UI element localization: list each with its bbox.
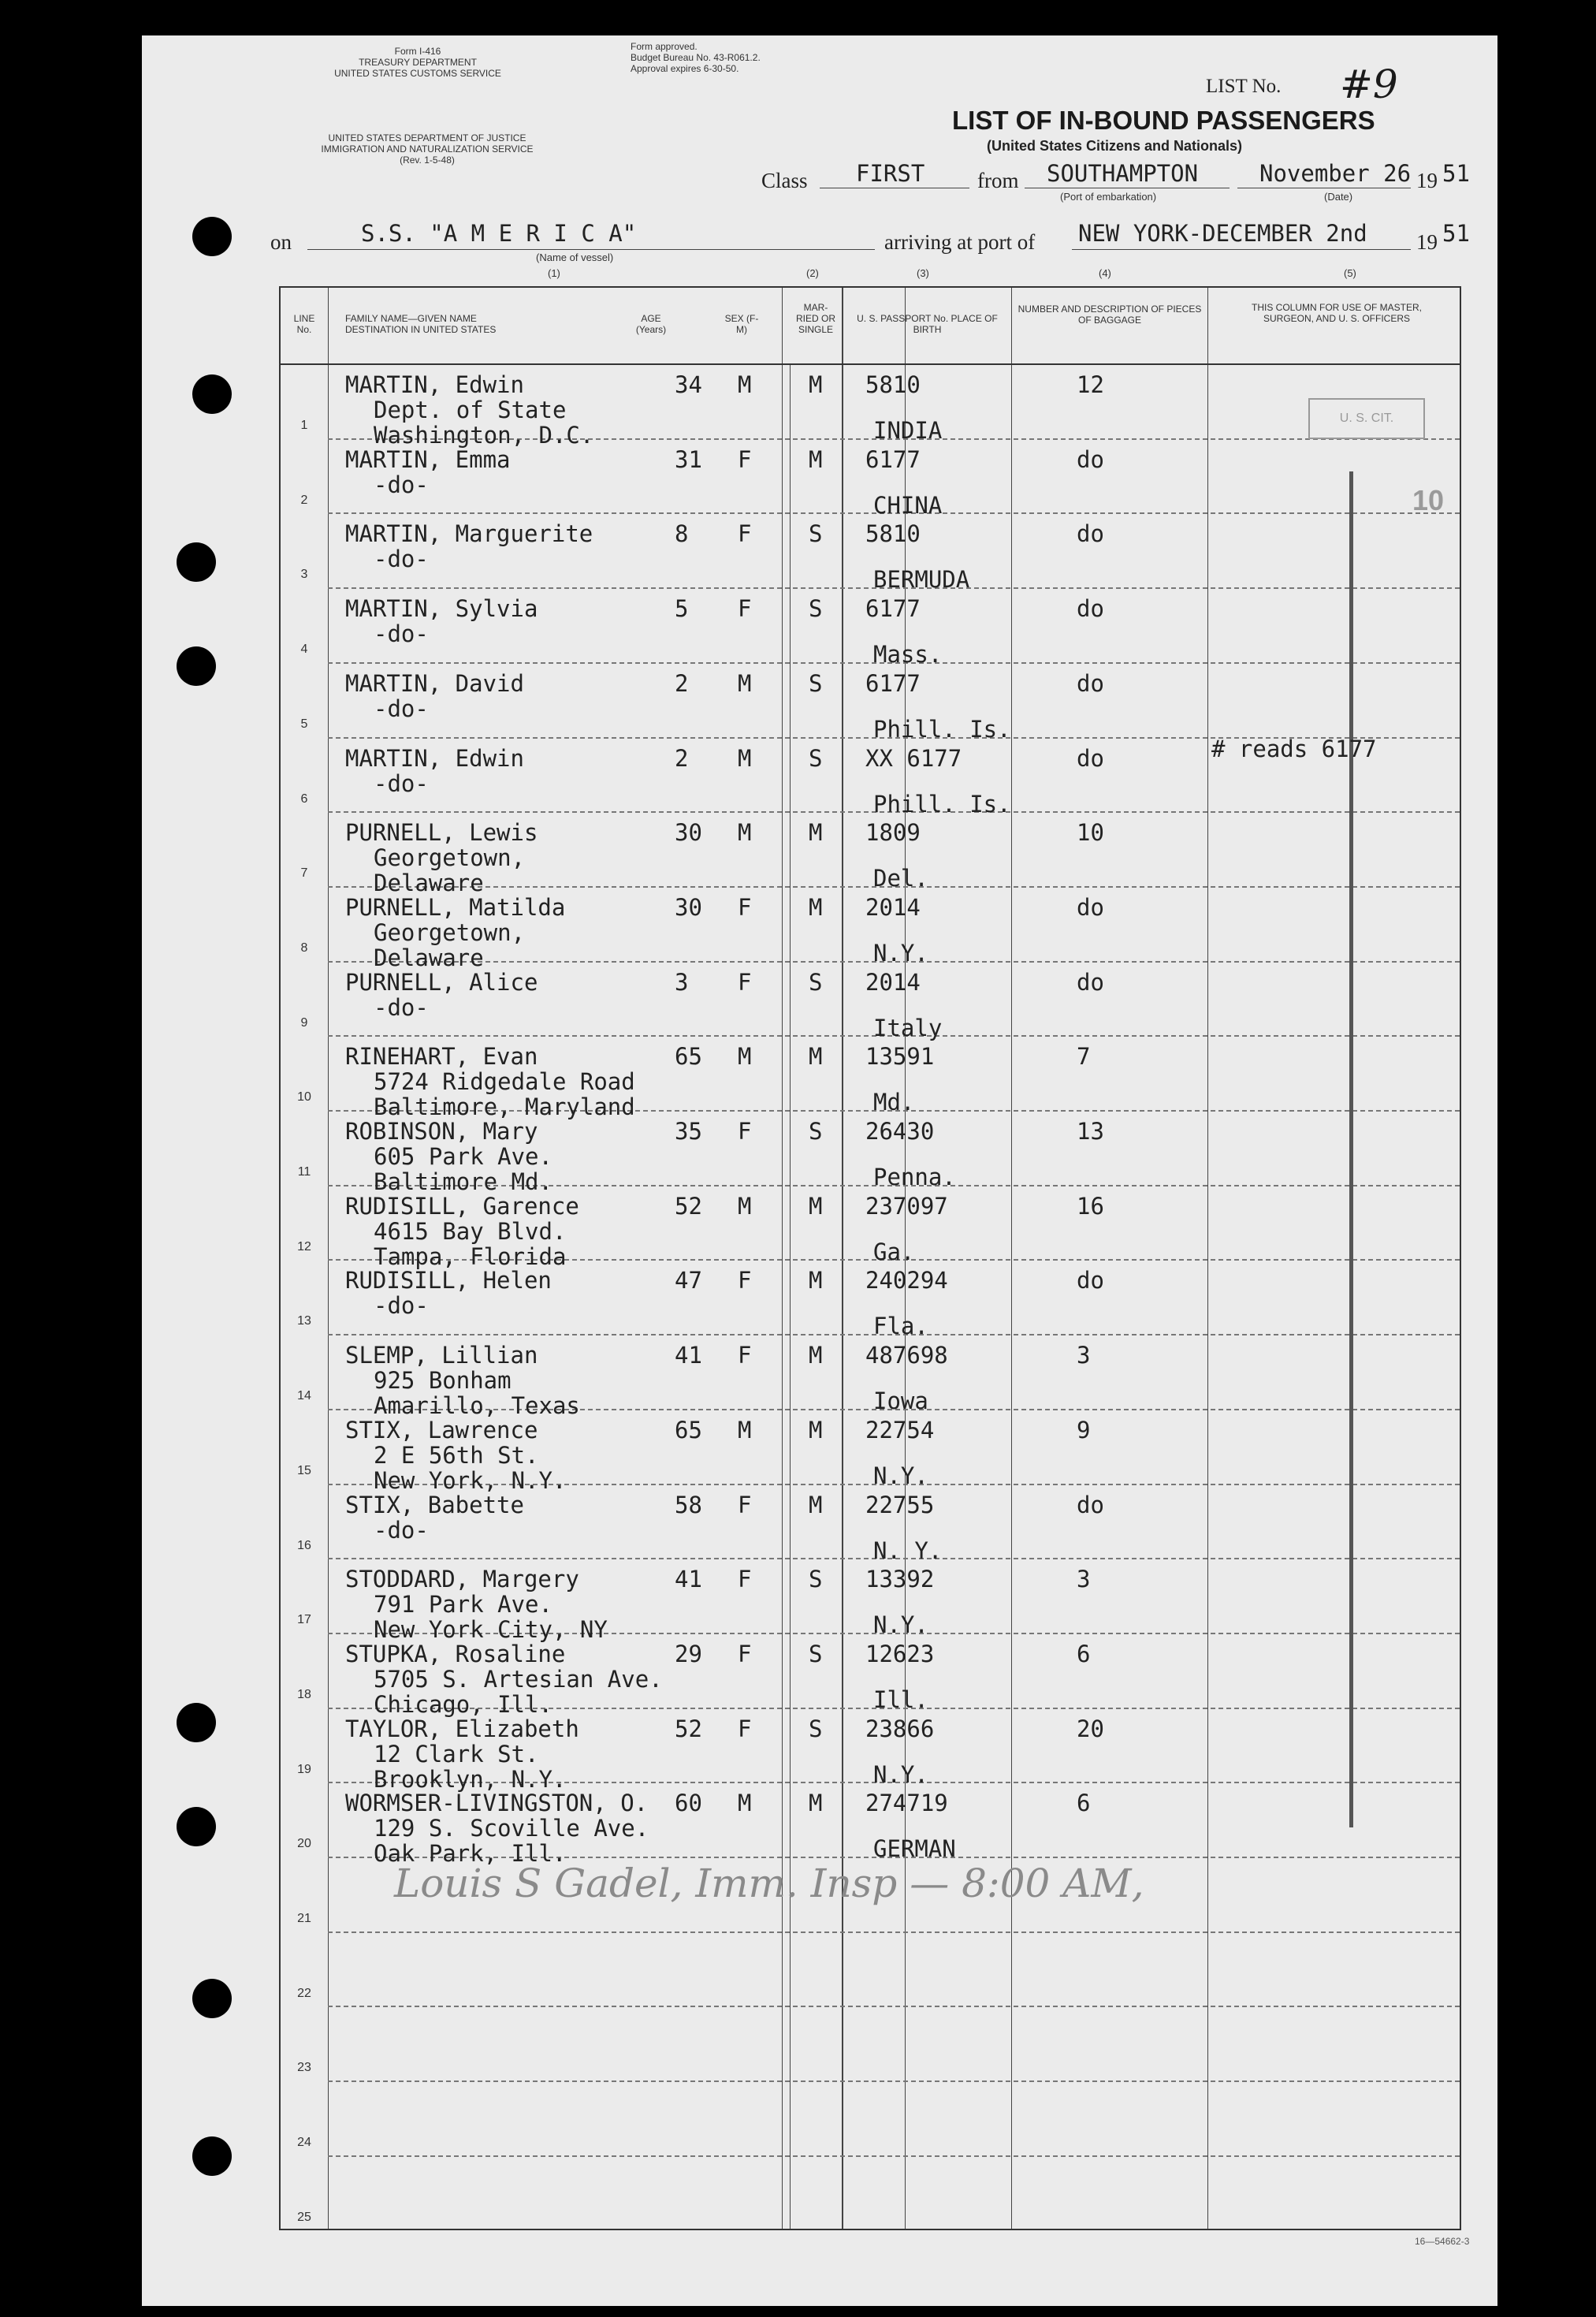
- birthplace: N.Y.: [873, 1611, 928, 1639]
- col-head-passport: U. S. PASSPORT No. PLACE OF BIRTH: [857, 313, 998, 335]
- passport-number: 6177: [865, 595, 921, 623]
- line-number: 2: [300, 493, 308, 507]
- passport-number: 13591: [865, 1043, 935, 1071]
- department-name: TREASURY DEPARTMENT: [359, 57, 477, 68]
- sex-value: M: [738, 1192, 752, 1220]
- inspector-signature: Louis S Gadel, Imm. Insp — 8:00 AM,: [394, 1861, 1144, 1906]
- line-number: 19: [297, 1762, 311, 1776]
- sex-value: M: [738, 1790, 752, 1817]
- birthplace: Penna.: [873, 1164, 956, 1190]
- year-value: 51: [1442, 160, 1470, 187]
- arrival-year-value: 51: [1442, 220, 1470, 247]
- age-value: 30: [675, 819, 702, 847]
- column-divider: [790, 363, 791, 2229]
- destination-line: 12 Clark St.: [374, 1740, 539, 1768]
- birthplace: Fla.: [873, 1313, 928, 1340]
- marital-status: M: [809, 1416, 823, 1443]
- verification-line: [1349, 471, 1353, 1827]
- approval-line: Approval expires 6-30-50.: [631, 63, 739, 74]
- sex-value: F: [738, 1566, 752, 1593]
- sex-value: F: [738, 1118, 752, 1145]
- baggage-count: do: [1077, 669, 1104, 697]
- age-value: 60: [675, 1790, 702, 1817]
- col-head-baggage: NUMBER AND DESCRIPTION OF PIECES OF BAGGAGE: [1017, 304, 1202, 326]
- col-number: (2): [806, 267, 819, 279]
- line-number: 15: [297, 1463, 311, 1477]
- col-number: (5): [1344, 267, 1356, 279]
- on-label: on: [270, 230, 292, 254]
- embarkation-port: SOUTHAMPTON: [1047, 160, 1199, 187]
- destination-line: -do-: [374, 769, 429, 797]
- destination-line: 2 E 56th St.: [374, 1441, 539, 1469]
- birthplace: GERMAN: [873, 1835, 956, 1863]
- destination-line: 925 Bonham: [374, 1367, 512, 1395]
- line-number: 12: [297, 1239, 311, 1253]
- sex-value: M: [738, 1043, 752, 1071]
- col-number: (3): [917, 267, 929, 279]
- destination-line: -do-: [374, 1292, 429, 1320]
- passport-number: 2014: [865, 893, 921, 921]
- line-number: 21: [297, 1912, 311, 1925]
- sex-value: F: [738, 1715, 752, 1742]
- passport-number: 5810: [865, 520, 921, 548]
- sex-value: M: [738, 744, 752, 772]
- marital-status: S: [809, 669, 823, 697]
- line-number: 17: [297, 1613, 311, 1627]
- passport-number: 240294: [865, 1267, 948, 1294]
- passport-number: 237097: [865, 1192, 948, 1220]
- destination-line: Washington, D.C.: [374, 422, 594, 449]
- marital-status: S: [809, 1640, 823, 1667]
- passenger-name: SLEMP, Lillian: [345, 1342, 538, 1369]
- destination-line: -do-: [374, 993, 429, 1021]
- passenger-name: PURNELL, Alice: [345, 968, 538, 996]
- passenger-name: WORMSER-LIVINGSTON, O.: [345, 1790, 649, 1817]
- form-id-block: [331, 46, 504, 79]
- marital-status: M: [809, 1491, 823, 1518]
- destination-line: 5705 S. Artesian Ave.: [374, 1665, 663, 1693]
- marital-status: S: [809, 1566, 823, 1593]
- destination-line: Georgetown,: [374, 844, 526, 872]
- age-value: 2: [675, 669, 689, 697]
- page-title: LIST OF IN-BOUND PASSENGERS: [952, 106, 1375, 135]
- sex-value: M: [738, 371, 752, 398]
- marital-status: S: [809, 520, 823, 548]
- passenger-name: PURNELL, Lewis: [345, 819, 538, 847]
- line-number: 11: [297, 1165, 311, 1179]
- binder-hole: [177, 542, 216, 582]
- baggage-count: do: [1077, 1267, 1104, 1294]
- marital-status: S: [809, 968, 823, 996]
- destination-line: -do-: [374, 471, 429, 498]
- passport-number: 274719: [865, 1790, 948, 1817]
- birthplace: Md.: [873, 1089, 915, 1116]
- line-number: 23: [297, 2061, 311, 2075]
- line-number: 25: [297, 2210, 311, 2224]
- birthplace: Phill. Is.: [873, 790, 1011, 818]
- passport-number: 26430: [865, 1118, 935, 1145]
- destination-line: -do-: [374, 620, 429, 648]
- footer-code: 16—54662-3: [1415, 2236, 1470, 2247]
- destination-line: Chicago, Ill.: [374, 1690, 552, 1718]
- destination-line: Delaware: [374, 944, 484, 971]
- baggage-count: 3: [1077, 1342, 1091, 1369]
- marital-status: M: [809, 1267, 823, 1294]
- birthplace: Phill. Is.: [873, 715, 1011, 743]
- birthplace: N.Y.: [873, 939, 928, 967]
- passport-number: XX 6177: [865, 744, 962, 772]
- service-name: UNITED STATES CUSTOMS SERVICE: [334, 68, 501, 79]
- passport-number: 5810: [865, 371, 921, 398]
- passport-number: 22755: [865, 1491, 935, 1518]
- destination-line: Baltimore Md.: [374, 1168, 552, 1195]
- sex-value: F: [738, 1342, 752, 1369]
- passenger-name: MARTIN, Edwin: [345, 744, 524, 772]
- birthplace: BERMUDA: [873, 566, 970, 594]
- line-number: 14: [297, 1389, 311, 1403]
- passenger-table: [279, 286, 1461, 2230]
- marital-status: S: [809, 744, 823, 772]
- line-number: 5: [300, 717, 308, 731]
- approval-block: [631, 41, 761, 74]
- form-number: Form I-416: [394, 46, 441, 57]
- passport-number: 12623: [865, 1640, 935, 1667]
- page-subtitle: (United States Citizens and Nationals): [987, 138, 1243, 154]
- remark-note: # reads 6177: [1211, 736, 1377, 762]
- column-divider: [842, 288, 843, 2229]
- destination-line: 605 Park Ave.: [374, 1143, 552, 1170]
- age-value: 29: [675, 1640, 702, 1667]
- marital-status: S: [809, 1715, 823, 1742]
- destination-line: Tampa, Florida: [374, 1242, 567, 1270]
- col-head-name: FAMILY NAME—GIVEN NAME DESTINATION IN UNITED STATES: [345, 313, 497, 335]
- sex-value: F: [738, 1640, 752, 1667]
- marital-status: M: [809, 1192, 823, 1220]
- vessel-underline: [307, 249, 875, 250]
- age-value: 58: [675, 1491, 702, 1518]
- citizen-stamp: U. S. CIT.: [1308, 398, 1425, 439]
- birthplace: CHINA: [873, 491, 943, 519]
- column-divider: [1011, 288, 1012, 2229]
- sex-value: M: [738, 669, 752, 697]
- sex-value: F: [738, 1267, 752, 1294]
- vessel-caption: (Name of vessel): [536, 251, 614, 263]
- birthplace: Ga.: [873, 1238, 915, 1265]
- column-divider: [782, 288, 783, 2229]
- header-rule: [281, 363, 1460, 365]
- baggage-count: do: [1077, 1491, 1104, 1518]
- destination-line: New York City, NY: [374, 1616, 608, 1644]
- destination-line: 791 Park Ave.: [374, 1591, 552, 1619]
- passenger-name: STUPKA, Rosaline: [345, 1640, 566, 1667]
- passport-number: 487698: [865, 1342, 948, 1369]
- list-no-value: #9: [1340, 61, 1398, 107]
- age-value: 31: [675, 445, 702, 473]
- sex-value: F: [738, 893, 752, 921]
- birthplace: INDIA: [873, 417, 943, 444]
- marital-status: M: [809, 371, 823, 398]
- baggage-count: do: [1077, 744, 1104, 772]
- passport-number: 22754: [865, 1416, 935, 1443]
- binder-hole: [192, 2136, 232, 2176]
- passenger-name: RUDISILL, Garence: [345, 1192, 579, 1220]
- destination-line: -do-: [374, 695, 429, 722]
- destination-line: Baltimore, Maryland: [374, 1093, 635, 1121]
- age-value: 47: [675, 1267, 702, 1294]
- baggage-count: 9: [1077, 1416, 1091, 1443]
- passenger-name: STODDARD, Margery: [345, 1566, 579, 1593]
- marital-status: S: [809, 595, 823, 623]
- age-value: 30: [675, 893, 702, 921]
- age-value: 65: [675, 1416, 702, 1443]
- baggage-count: 20: [1077, 1715, 1104, 1742]
- passport-number: 6177: [865, 445, 921, 473]
- age-value: 35: [675, 1118, 702, 1145]
- passenger-name: MARTIN, Marguerite: [345, 520, 593, 548]
- age-value: 5: [675, 595, 689, 623]
- destination-line: Dept. of State: [374, 397, 567, 423]
- line-number: 6: [300, 792, 308, 806]
- passenger-name: PURNELL, Matilda: [345, 893, 566, 921]
- row-divider: [328, 2155, 1460, 2157]
- baggage-count: do: [1077, 893, 1104, 921]
- passport-number: 6177: [865, 669, 921, 697]
- age-value: 52: [675, 1715, 702, 1742]
- baggage-count: 13: [1077, 1118, 1104, 1145]
- birthplace: N. Y.: [873, 1537, 943, 1564]
- marital-status: M: [809, 893, 823, 921]
- baggage-count: 6: [1077, 1640, 1091, 1667]
- baggage-count: 6: [1077, 1790, 1091, 1817]
- arrival-port-date: NEW YORK-DECEMBER 2nd: [1078, 220, 1367, 247]
- line-number: 7: [300, 866, 308, 881]
- class-label: Class: [761, 169, 808, 192]
- passenger-name: RUDISILL, Helen: [345, 1267, 552, 1294]
- sex-value: F: [738, 1491, 752, 1518]
- age-value: 3: [675, 968, 689, 996]
- ins-name: IMMIGRATION AND NATURALIZATION SERVICE: [321, 143, 534, 155]
- stamp-number: 10: [1412, 484, 1445, 516]
- birthplace: Ill.: [873, 1686, 928, 1713]
- line-number: 8: [300, 941, 308, 955]
- vessel-name: S.S. "A M E R I C A": [361, 220, 637, 247]
- baggage-count: 12: [1077, 371, 1104, 398]
- row-divider: [328, 2006, 1460, 2007]
- line-number: 4: [300, 643, 308, 657]
- marital-status: S: [809, 1118, 823, 1145]
- age-value: 52: [675, 1192, 702, 1220]
- col-head-line-no: LINE No.: [293, 313, 315, 335]
- age-value: 34: [675, 371, 702, 398]
- class-value: FIRST: [856, 160, 925, 187]
- binder-hole: [177, 646, 216, 686]
- birthplace: Italy: [873, 1014, 943, 1041]
- line-number: 1: [300, 419, 308, 432]
- marital-status: M: [809, 1043, 823, 1071]
- birthplace: Iowa: [873, 1388, 928, 1415]
- row-divider: [328, 2080, 1460, 2082]
- marital-status: M: [809, 1342, 823, 1369]
- col-head-sex: SEX (F-M): [724, 313, 759, 335]
- destination-line: Amarillo, Texas: [374, 1392, 580, 1420]
- date-caption: (Date): [1324, 191, 1353, 203]
- column-divider: [1207, 288, 1208, 2229]
- passport-number: 2014: [865, 968, 921, 996]
- binder-hole: [192, 374, 232, 414]
- col-head-officers: THIS COLUMN FOR USE OF MASTER, SURGEON, AND U. S. OFFICERS: [1251, 302, 1422, 324]
- from-label: from: [977, 169, 1019, 192]
- row-divider: [328, 1931, 1460, 1933]
- binder-hole: [192, 217, 232, 256]
- destination-line: Georgetown,: [374, 918, 526, 946]
- passport-number: 13392: [865, 1566, 935, 1593]
- baggage-count: do: [1077, 968, 1104, 996]
- baggage-count: 3: [1077, 1566, 1091, 1593]
- col-head-married: MAR-RIED OR SINGLE: [795, 302, 835, 335]
- baggage-count: 10: [1077, 819, 1104, 847]
- line-number: 10: [297, 1090, 311, 1104]
- passenger-name: ROBINSON, Mary: [345, 1118, 538, 1145]
- col-head-age: AGE (Years): [635, 313, 667, 335]
- destination-line: Brooklyn, N.Y.: [374, 1765, 567, 1793]
- age-value: 8: [675, 520, 689, 548]
- line-number: 18: [297, 1687, 311, 1701]
- justice-dept: UNITED STATES DEPARTMENT OF JUSTICE: [328, 132, 526, 143]
- baggage-count: do: [1077, 445, 1104, 473]
- line-number: 3: [300, 568, 308, 582]
- revision: (Rev. 1-5-48): [400, 155, 455, 166]
- arriving-label: arriving at port of: [884, 230, 1036, 254]
- binder-hole: [192, 1979, 232, 2018]
- destination-line: New York, N.Y.: [374, 1466, 567, 1494]
- arrival-year-prefix: 19: [1416, 230, 1438, 254]
- age-value: 41: [675, 1342, 702, 1369]
- passenger-name: MARTIN, Edwin: [345, 371, 524, 398]
- list-no-label: LIST No.: [1206, 76, 1282, 97]
- marital-status: M: [809, 819, 823, 847]
- line-number: 20: [297, 1837, 311, 1851]
- birthplace: Del.: [873, 865, 928, 892]
- line-number: 9: [300, 1015, 308, 1030]
- binder-hole: [177, 1703, 216, 1742]
- baggage-count: do: [1077, 520, 1104, 548]
- passenger-name: RINEHART, Evan: [345, 1043, 538, 1071]
- column-divider: [328, 288, 329, 2229]
- destination-line: 129 S. Scoville Ave.: [374, 1815, 649, 1842]
- justice-block: [270, 132, 585, 166]
- sex-value: F: [738, 595, 752, 623]
- age-value: 2: [675, 744, 689, 772]
- line-number: 24: [297, 2136, 311, 2150]
- line-number: 16: [297, 1538, 311, 1552]
- port-embark-caption: (Port of embarkation): [1060, 191, 1157, 203]
- col-number: (1): [548, 267, 560, 279]
- baggage-count: 16: [1077, 1192, 1104, 1220]
- destination-line: -do-: [374, 546, 429, 573]
- passport-number: 1809: [865, 819, 921, 847]
- year-prefix: 19: [1416, 169, 1438, 192]
- line-number: 13: [297, 1314, 311, 1328]
- destination-line: 5724 Ridgedale Road: [374, 1068, 635, 1096]
- passenger-name: STIX, Lawrence: [345, 1416, 538, 1443]
- passenger-name: MARTIN, David: [345, 669, 524, 697]
- passenger-name: STIX, Babette: [345, 1491, 524, 1518]
- passport-number: 23866: [865, 1715, 935, 1742]
- marital-status: M: [809, 1790, 823, 1817]
- birthplace: Mass.: [873, 641, 943, 669]
- age-value: 65: [675, 1043, 702, 1071]
- age-value: 41: [675, 1566, 702, 1593]
- passenger-name: TAYLOR, Elizabeth: [345, 1715, 579, 1742]
- arrival-underline: [1072, 249, 1411, 250]
- destination-line: 4615 Bay Blvd.: [374, 1217, 567, 1245]
- passenger-name: MARTIN, Sylvia: [345, 595, 538, 623]
- destination-line: -do-: [374, 1516, 429, 1544]
- sex-value: F: [738, 445, 752, 473]
- birthplace: N.Y.: [873, 1760, 928, 1788]
- sex-value: F: [738, 968, 752, 996]
- sex-value: F: [738, 520, 752, 548]
- approval-line: Budget Bureau No. 43-R061.2.: [631, 52, 761, 63]
- destination-line: Oak Park, Ill.: [374, 1840, 567, 1868]
- col-number: (4): [1099, 267, 1111, 279]
- baggage-count: do: [1077, 595, 1104, 623]
- marital-status: M: [809, 445, 823, 473]
- baggage-count: 7: [1077, 1043, 1091, 1071]
- approval-line: Form approved.: [631, 41, 698, 52]
- embarkation-date: November 26: [1259, 160, 1412, 187]
- passenger-name: MARTIN, Emma: [345, 445, 511, 473]
- sex-value: M: [738, 819, 752, 847]
- line-number: 22: [297, 1986, 311, 2000]
- binder-hole: [177, 1807, 216, 1846]
- sex-value: M: [738, 1416, 752, 1443]
- birthplace: N.Y.: [873, 1462, 928, 1489]
- destination-line: Delaware: [374, 870, 484, 897]
